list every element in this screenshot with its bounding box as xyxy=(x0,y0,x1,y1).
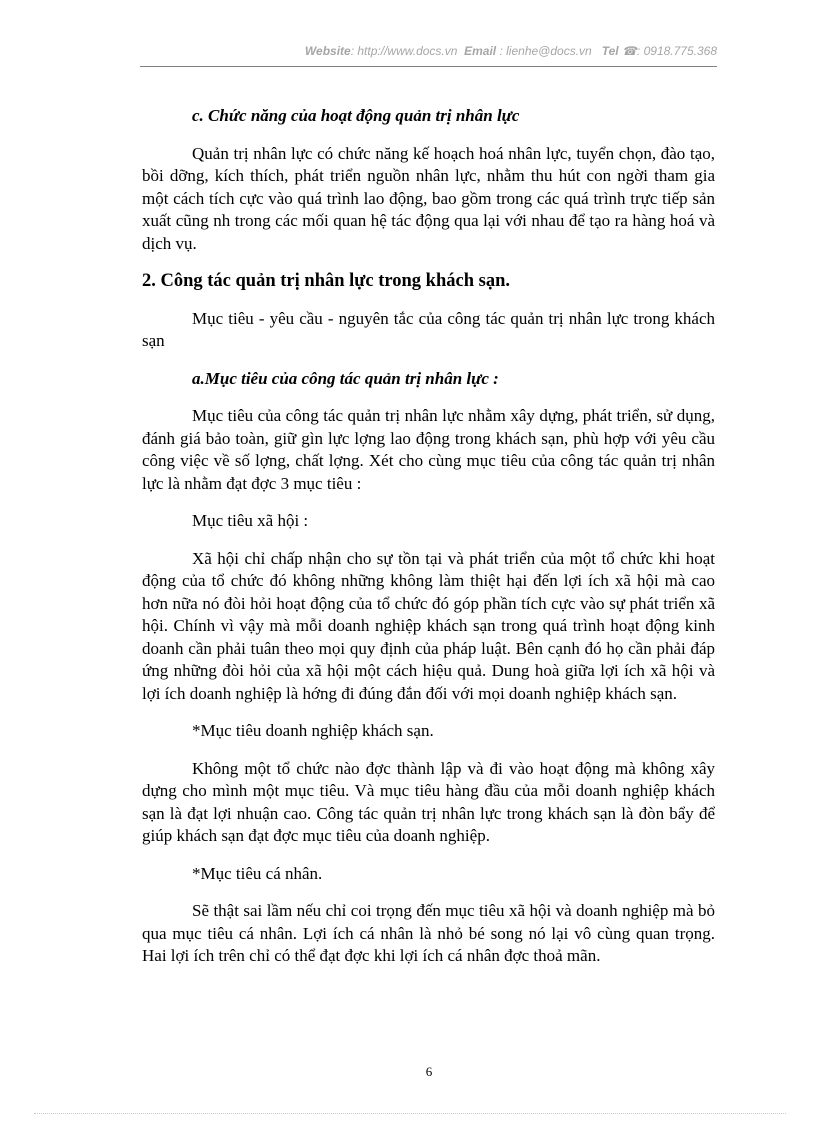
goal-business-title: *Mục tiêu doanh nghiệp khách sạn. xyxy=(192,721,434,740)
website-value: : http://www.docs.vn xyxy=(350,44,458,58)
header-divider xyxy=(140,66,717,67)
email-value: : lienhe@docs.vn xyxy=(499,44,592,58)
website-label: Website xyxy=(304,44,351,58)
document-body xyxy=(142,105,715,968)
page-header xyxy=(0,44,717,64)
paragraph-goal-social: Xã hội chỉ chấp nhận cho sự tồn tại và phát triển của một tổ chức khi hoạt động của tổ chức đó không những không làm thiệt hại đến lợi ích xã hội mà cao hơn nữa nó đòi hỏi hoạt động của tổ chức đó góp phần tích cực vào sự phát triển xã hội. Chính vì vậy mà mỗi doanh nghiệp khách sạn trong quá trình hoạt động kinh doanh cần phải tuân theo mọi quy định của pháp luật. Bên cạnh đó họ cần phải đáp ứng những đòi hỏi của xã hội một cách hiệu quả. Dung hoà giữa lợi ích xã hội và lợi ích doanh nghiệp là hớng đi đúng đắn đối với mọi doanh nghiệp khách sạn. xyxy=(142,548,715,703)
paragraph-goals: Mục tiêu của công tác quản trị nhân lực nhằm xây dựng, phát triển, sử dụng, đánh giá bảo toàn, giữ gìn lực lợng lao động trong khách sạn, phù hợp với yêu cầu công việc về số lợng, chất lợng. Xét cho cùng mục tiêu của công tác quản trị nhân lực là nhằm đạt đợc 3 mục tiêu : xyxy=(142,406,715,493)
paragraph-goals-intro: Mục tiêu - yêu cầu - nguyên tắc của công tác quản trị nhân lực trong khách sạn xyxy=(142,308,715,350)
goal-social-title: Mục tiêu xã hội : xyxy=(192,511,309,530)
section-heading-goals: a.Mục tiêu của công tác quản trị nhân lực : xyxy=(192,368,499,388)
tel-value: : 0918.775.368 xyxy=(636,44,717,58)
email-label: Email xyxy=(464,44,497,58)
paragraph-functions: Quản trị nhân lực có chức năng kế hoạch hoá nhân lực, tuyển chọn, đào tạo, bồi dỡng, kích thích, phát triển nguồn nhân lực, nhằm thu hút con ngời tham gia một cách tích cực vào quá trình lao động, bao gồm trong các quá trình trực tiếp sản xuất cũng nh trong các mối quan hệ tác động qua lại với nhau để tạo ra hàng hoá và dịch vụ. xyxy=(142,143,715,253)
tel-label: Tel xyxy=(601,44,619,58)
page-number: 6 xyxy=(425,1064,433,1079)
paragraph-goal-individual: Sẽ thật sai lầm nếu chỉ coi trọng đến mục tiêu xã hội và doanh nghiệp mà bỏ qua mục tiêu cá nhân. Lợi ích cá nhân là nhỏ bé song nó lại vô cùng quan trọng. Hai lợi ích trên chỉ có thể đạt đợc khi lợi ích cá nhân đợc thoả mãn. xyxy=(142,901,715,965)
phone-icon: ☎ xyxy=(621,44,637,58)
section-heading-hotel-hr: 2. Công tác quản trị nhân lực trong khách sạn. xyxy=(142,271,510,291)
section-heading-functions: c. Chức năng của hoạt động quản trị nhân lực xyxy=(192,106,520,125)
paragraph-goal-business: Không một tổ chức nào đợc thành lập và đi vào hoạt động mà không xây dựng cho mình một mục tiêu. Và mục tiêu hàng đầu của mỗi doanh nghiệp khách sạn là đạt lợi nhuận cao. Công tác quản trị nhân lực trong khách sạn là đòn bẩy để giúp khách sạn đạt đợc mục tiêu của doanh nghiệp. xyxy=(142,758,715,845)
page-bottom-border xyxy=(34,1113,786,1114)
goal-individual-title: *Mục tiêu cá nhân. xyxy=(192,863,323,883)
